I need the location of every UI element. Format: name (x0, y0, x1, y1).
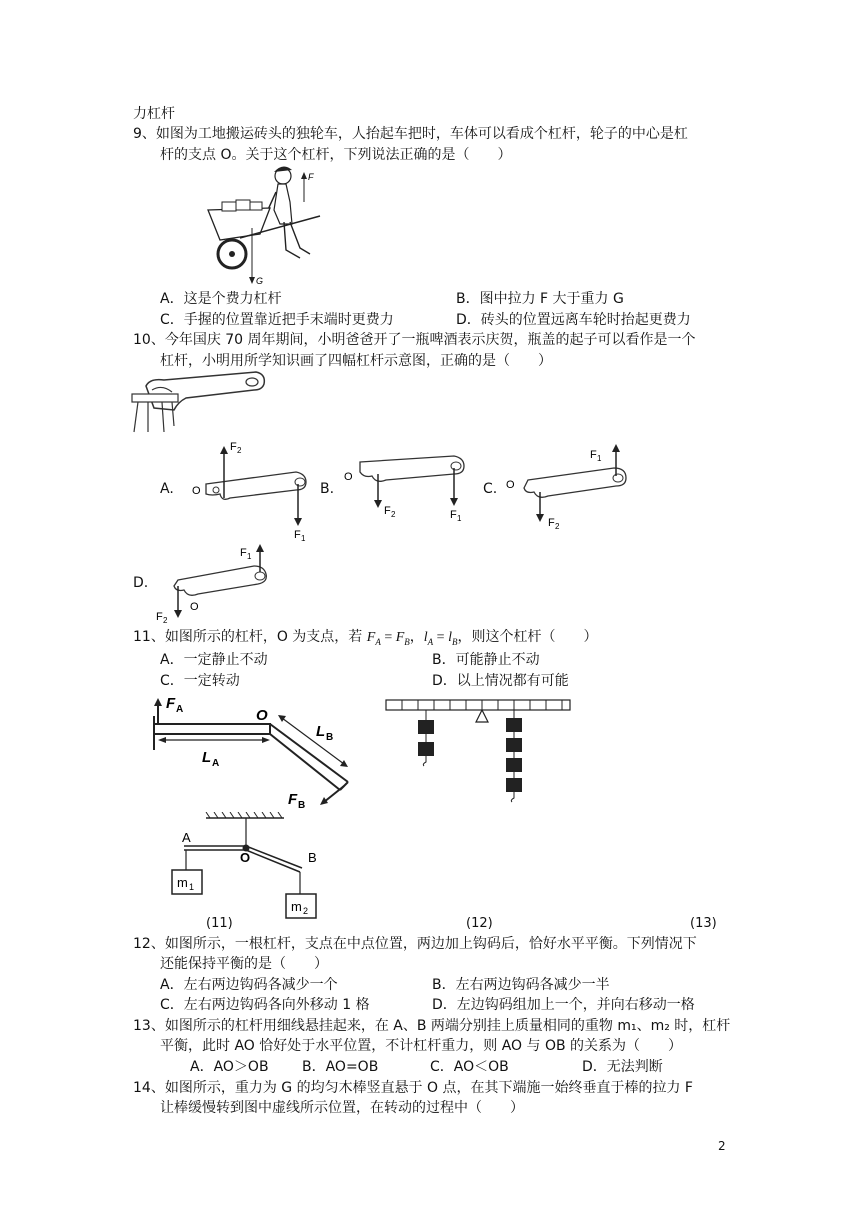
q9-line1: 9、如图为工地搬运砖头的独轮车，人抬起车把时，车体可以看成个杠杆，轮子的中心是杠 (133, 126, 688, 142)
q9-wheelbarrow-figure (200, 162, 330, 290)
fig11-fa-label: F (166, 695, 176, 712)
q10-a-f1-sub: 1 (301, 534, 306, 543)
q11-formula-fa-sub: A (375, 636, 381, 647)
q10-b-o-label: O (344, 471, 353, 483)
fig13-m1-sub: 1 (189, 882, 195, 892)
fig11-fa-sub: A (176, 704, 184, 715)
q10-b-f2-label: F (384, 505, 391, 517)
q11-option-a: A．一定静止不动 (160, 652, 268, 668)
q14-line2: 让棒缓慢转到图中虚线所示位置，在转动的过程中（ ） (160, 1100, 524, 1116)
q10-choice-c: C. (483, 481, 498, 497)
q12-option-a: A．左右两边钩码各减少一个 (160, 977, 338, 993)
page-number: 2 (718, 1139, 726, 1153)
q14-line1: 14、如图所示，重力为 G 的均匀木棒竖直悬于 O 点，在其下端施一始终垂直于棒的拉力 F (133, 1080, 693, 1096)
q11-formula-fb: F (395, 630, 405, 645)
q10-choice-b: B. (320, 481, 335, 497)
q12-option-c: C．左右两边钩码各向外移动 1 格 (160, 997, 370, 1013)
fig-caption-11: (11) (206, 916, 233, 931)
q11-option-b: B．可能静止不动 (432, 652, 540, 668)
q10-c-f2-sub: 2 (555, 522, 560, 531)
q9-option-a: A．这是个费力杠杆 (160, 291, 282, 307)
fig11-la-sub: A (212, 758, 220, 769)
q10-bottle-opener-photo (128, 368, 268, 434)
q11-option-c: C．一定转动 (160, 673, 240, 689)
q9-g-label: G (256, 276, 264, 286)
fig13-b-label: B (308, 850, 317, 865)
q10-diagram-b (338, 450, 478, 530)
fig13-m2-sub: 2 (303, 906, 309, 916)
q13-line2: 平衡，此时 AO 恰好处于水平位置，不计杠杆重力，则 AO 与 OB 的关系为（ ） (160, 1038, 683, 1054)
section-heading: 力杠杆 (133, 106, 175, 122)
q9-line2: 杆的支点 O。关于这个杠杆，下列说法正确的是（ ） (160, 147, 512, 163)
fig11-la-label: L (202, 749, 212, 766)
q10-line1: 10、今年国庆 70 周年期间，小明爸爸开了一瓶啤酒表示庆贺，瓶盖的起子可以看作是一个 (133, 332, 696, 348)
q11-option-d: D．以上情况都有可能 (432, 673, 569, 689)
q10-choice-d: D. (133, 575, 149, 591)
q10-b-f2-sub: 2 (391, 510, 396, 519)
q11-formula-lb-sub: B (451, 636, 458, 647)
fig13-suspended-lever (160, 812, 330, 922)
q10-a-f2-sub: 2 (237, 446, 242, 455)
q10-d-f1-label: F (240, 547, 247, 559)
q10-d-o-label: O (190, 601, 199, 613)
fig13-o-label: O (240, 850, 251, 865)
q10-choice-a: A. (160, 481, 174, 497)
q11-formula-fb-sub: B (404, 636, 410, 647)
q10-a-f2-label: F (230, 441, 237, 453)
fig11-bent-lever (148, 690, 368, 810)
q11-stem: 11、如图所示的杠杆，O 为支点，若 (133, 629, 363, 645)
q10-c-f2-label: F (548, 517, 555, 529)
fig11-o-label: O (256, 707, 268, 724)
fig11-lb-label: L (316, 723, 326, 740)
q11-formula-fa: F (366, 630, 376, 645)
q10-b-f1-sub: 1 (457, 514, 462, 523)
fig13-a-label: A (182, 830, 191, 845)
q13-line1: 13、如图所示的杠杆用细线悬挂起来，在 A、B 两端分别挂上质量相同的重物 m₁、m₂ 时，杠杆 (133, 1018, 731, 1034)
q12-line2: 还能保持平衡的是（ ） (160, 956, 328, 972)
q12-option-d: D．左边钩码组加上一个，并向右移动一格 (432, 997, 695, 1013)
fig11-fb-label: F (288, 791, 298, 808)
fig11-lb-sub: B (326, 732, 334, 743)
q10-diagram-d (150, 536, 280, 628)
q10-diagram-c (500, 440, 640, 532)
fig13-m1-label: m (177, 875, 188, 890)
q9-option-c: C．手握的位置靠近把手末端时更费力 (160, 312, 394, 328)
fig-caption-12: (12) (466, 916, 493, 931)
q12-option-b: B．左右两边钩码各减少一半 (432, 977, 610, 993)
fig12-lever-with-weights (382, 698, 574, 804)
fig-caption-13: (13) (690, 916, 717, 931)
q10-c-o-label: O (506, 479, 515, 491)
q10-a-o-label: O (192, 485, 201, 497)
q13-option-c: C．AO＜OB (430, 1059, 509, 1075)
q9-option-b: B．图中拉力 F 大于重力 G (456, 291, 624, 307)
q10-diagram-a (176, 432, 316, 544)
q10-line2: 杠杆，小明用所学知识画了四幅杠杆示意图，正确的是（ ） (160, 353, 552, 369)
q9-option-d: D．砖头的位置远离车轮时抬起更费力 (456, 312, 691, 328)
fig13-m2-label: m (291, 899, 302, 914)
q12-line1: 12、如图所示，一根杠杆，支点在中点位置，两边加上钩码后，恰好水平平衡。下列情况下 (133, 936, 697, 952)
fig11-fb-sub: B (298, 800, 306, 810)
q11-line1: 11、如图所示的杠杆，O 为支点，若 $F_A = F_B$，$l_A = l_B$，则这个杠杆（ ） (133, 629, 598, 647)
q10-d-f1-sub: 1 (247, 552, 252, 561)
q13-option-b: B．AO=OB (302, 1059, 379, 1075)
q13-option-d: D．无法判断 (582, 1059, 663, 1075)
q10-a-f1-label: F (294, 529, 301, 541)
q10-b-f1-label: F (450, 509, 457, 521)
q9-f-label: F (308, 172, 314, 182)
q13-option-a: A．AO＞OB (190, 1059, 269, 1075)
q10-c-f1-label: F (590, 449, 597, 461)
q10-d-f2-sub: 2 (163, 616, 168, 625)
q10-c-f1-sub: 1 (597, 454, 602, 463)
q10-d-f2-label: F (156, 611, 163, 623)
q11-tail: ，则这个杠杆（ ） (457, 629, 598, 645)
q11-formula-la-sub: A (427, 636, 434, 647)
